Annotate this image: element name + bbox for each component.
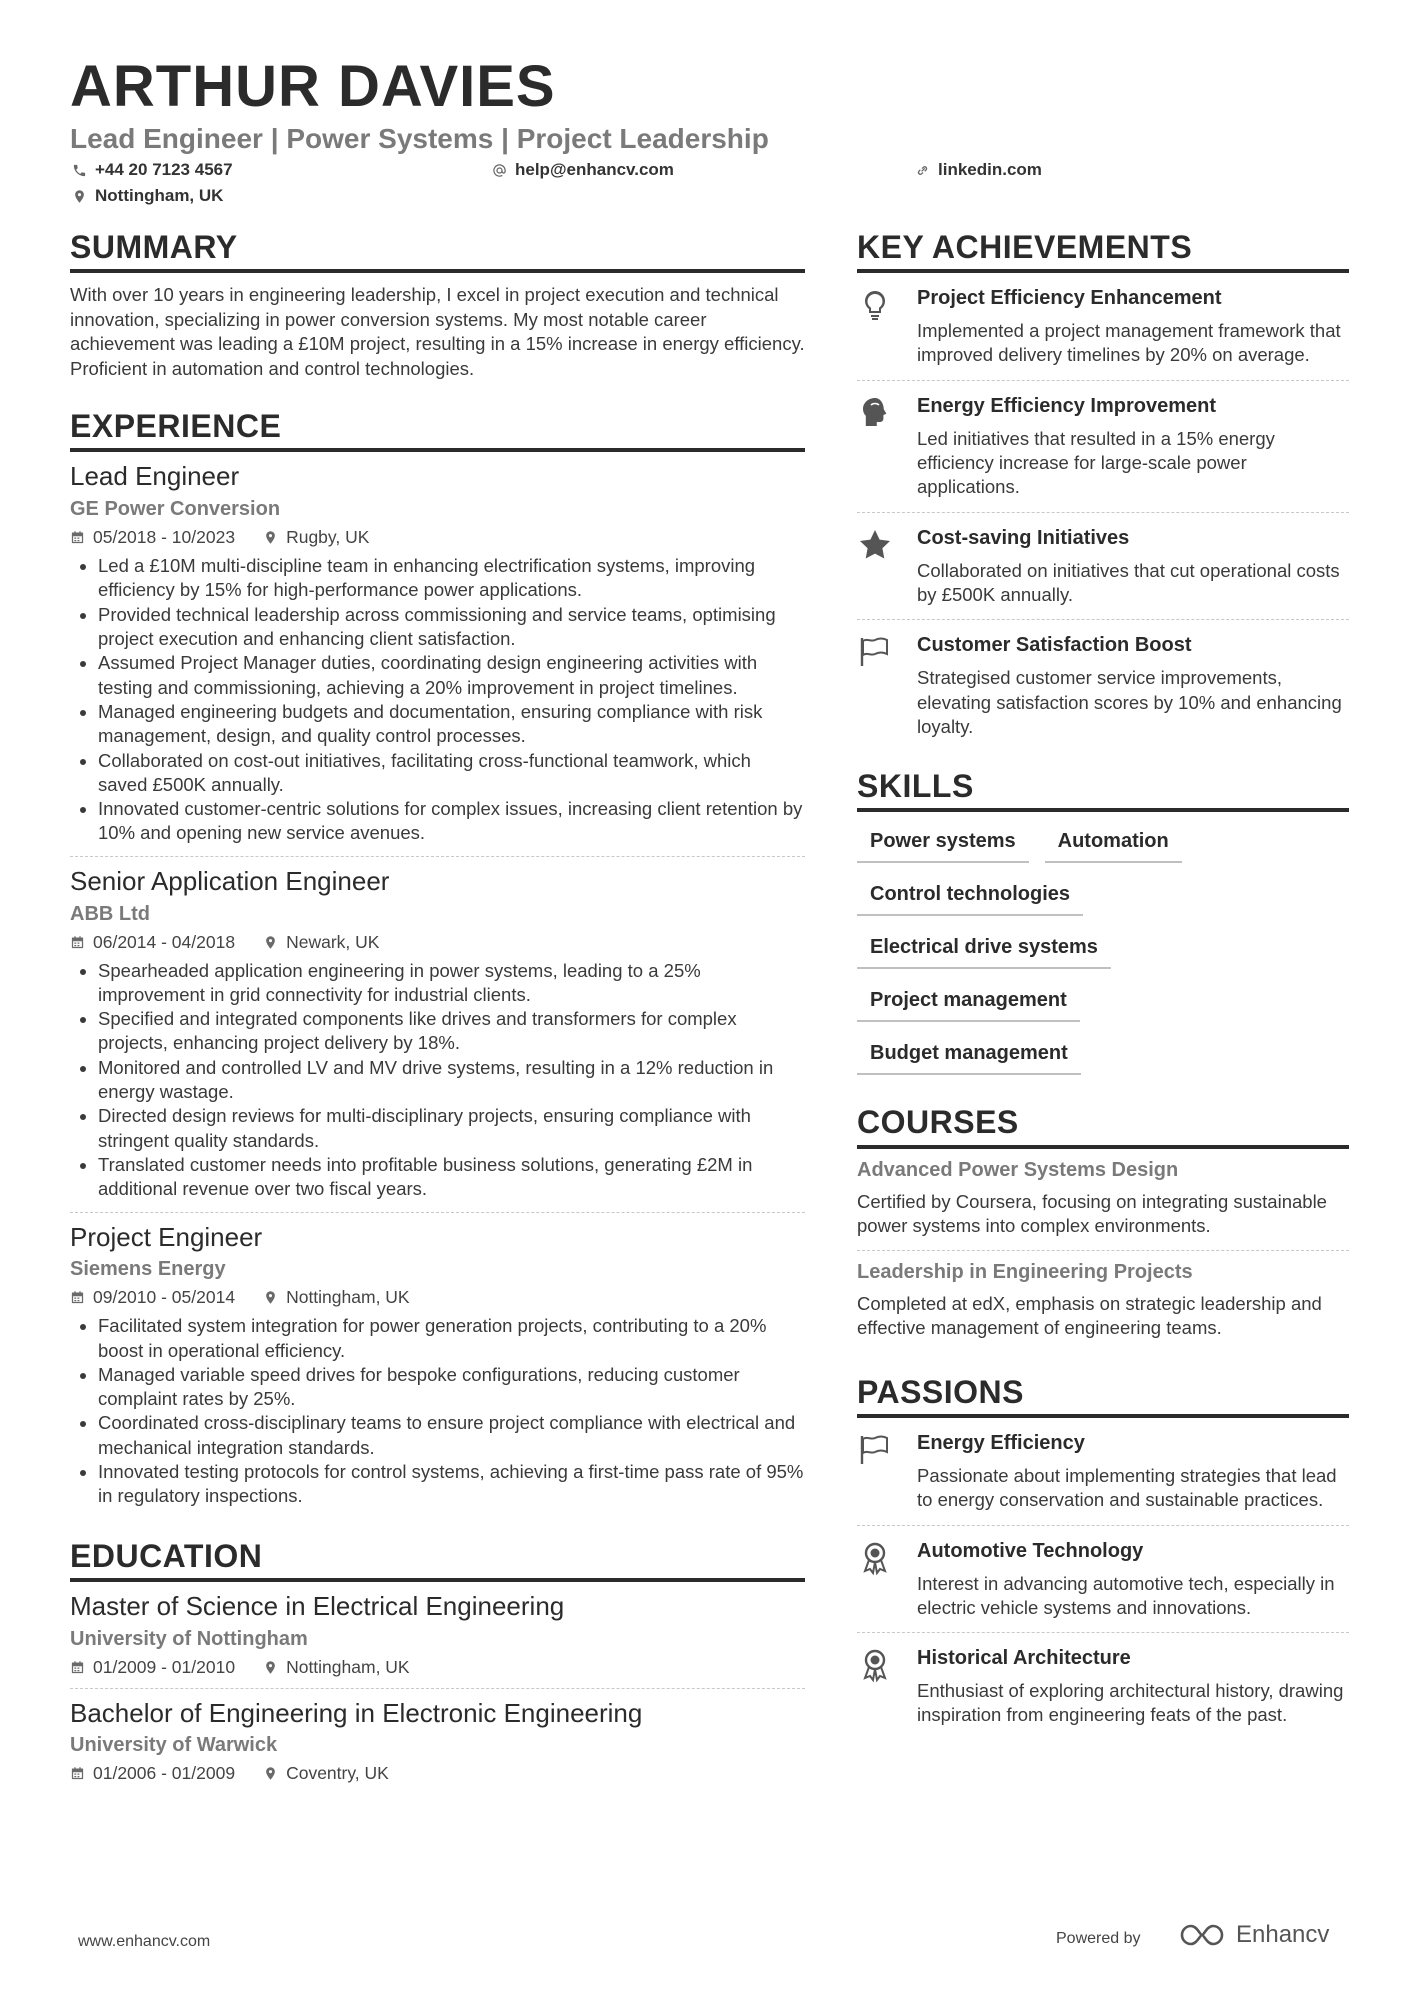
passion-title: Energy Efficiency <box>917 1431 1085 1454</box>
degree-title: Bachelor of Engineering in Electronic Engineering <box>70 1697 643 1728</box>
achievement-desc: Collaborated on initiatives that cut operational costs by £500K annually. <box>917 559 1340 605</box>
contact-location <box>72 186 223 206</box>
job-meta <box>70 1287 805 1308</box>
school-name: University of Warwick <box>70 1734 278 1757</box>
skill-tag: Project management <box>857 977 1080 1022</box>
skill-tag: Control technologies <box>857 871 1083 916</box>
job-location: Nottingham, UK <box>263 1287 410 1308</box>
contact-phone <box>72 160 233 180</box>
star-icon <box>857 525 917 608</box>
education-heading: EDUCATION <box>70 1539 805 1582</box>
bullet-item: Assumed Project Manager duties, coordinating design engineering activities with testing and commissioning, achieving a 20% improvement in project timelines. <box>70 651 805 700</box>
skill-tag: Electrical drive systems <box>857 924 1111 969</box>
footer-url[interactable]: www.enhancv.com <box>78 1933 211 1950</box>
brand-logo[interactable] <box>1178 1921 1329 1949</box>
linkedin-text: linkedin.com <box>938 160 1042 179</box>
bullet-item: Collaborated on cost-out initiatives, facilitating cross-functional teamwork, which saved £500K annually. <box>70 749 805 798</box>
bullet-item: Monitored and controlled LV and MV drive systems, resulting in a 12% reduction in energy wastage. <box>70 1056 805 1105</box>
courses-heading: COURSES <box>857 1105 1349 1148</box>
bullet-item: Spearheaded application engineering in power systems, leading to a 25% improvement in grid connectivity for industrial clients. <box>70 959 805 1008</box>
award-medal-icon <box>857 1645 917 1728</box>
flag-icon <box>857 1430 917 1513</box>
location-pin-icon <box>263 1766 278 1781</box>
bullet-item: Innovated testing protocols for control systems, achieving a first-time pass rate of 95% in regulatory inspections. <box>70 1460 805 1509</box>
location-pin-icon <box>263 530 278 545</box>
passion-item <box>857 1526 1349 1634</box>
achievements-section <box>857 230 1349 751</box>
lightbulb-icon <box>857 285 917 368</box>
courses-section <box>857 1105 1349 1352</box>
contact-email[interactable] <box>492 160 674 180</box>
bullet-item: Provided technical leadership across commissioning and service teams, optimising project execution and enhancing client satisfaction. <box>70 603 805 652</box>
skill-tag: Power systems <box>857 818 1029 863</box>
achievement-item <box>857 381 1349 513</box>
achievement-title: Customer Satisfaction Boost <box>917 634 1192 657</box>
skills-heading: SKILLS <box>857 769 1349 812</box>
bullet-item: Managed engineering budgets and documentation, ensuring compliance with risk management, design, and quality control processes. <box>70 700 805 749</box>
education-dates: 01/2009 - 01/2010 <box>70 1657 235 1678</box>
education-entry <box>70 1689 805 1795</box>
bullet-item: Managed variable speed drives for bespoke configurations, reducing customer complaint rates by 25%. <box>70 1363 805 1412</box>
school-name: University of Nottingham <box>70 1627 308 1650</box>
job-entry <box>70 857 805 1213</box>
link-icon <box>915 163 930 178</box>
location-pin-icon <box>72 189 87 204</box>
passions-section <box>857 1375 1349 1740</box>
job-location: Rugby, UK <box>263 527 369 548</box>
right-column <box>857 230 1349 1740</box>
phone-icon <box>72 163 87 178</box>
degree-title: Master of Science in Electrical Engineering <box>70 1590 565 1621</box>
achievement-title: Energy Efficiency Improvement <box>917 394 1216 417</box>
education-location: Nottingham, UK <box>263 1657 410 1678</box>
candidate-name: ARTHUR DAVIES <box>70 54 556 119</box>
achievement-title: Cost-saving Initiatives <box>917 526 1130 549</box>
course-title: Leadership in Engineering Projects <box>857 1261 1193 1284</box>
job-location: Newark, UK <box>263 932 379 953</box>
education-meta <box>70 1763 805 1784</box>
passion-item <box>857 1633 1349 1740</box>
experience-heading: EXPERIENCE <box>70 409 805 452</box>
course-desc: Certified by Coursera, focusing on integrating sustainable power systems into complex environments. <box>857 1190 1327 1236</box>
job-dates: 06/2014 - 04/2018 <box>70 932 235 953</box>
powered-by-label: Powered by <box>1056 1930 1141 1947</box>
course-title: Advanced Power Systems Design <box>857 1158 1179 1181</box>
skill-tag: Budget management <box>857 1030 1081 1075</box>
course-desc: Completed at edX, emphasis on strategic leadership and effective management of engineering teams. <box>857 1293 1322 1339</box>
calendar-icon <box>70 530 85 545</box>
job-dates: 05/2018 - 10/2023 <box>70 527 235 548</box>
achievement-item <box>857 513 1349 621</box>
head-brain-icon <box>857 393 917 500</box>
phone-text: +44 20 7123 4567 <box>95 160 233 179</box>
course-item <box>857 1149 1349 1252</box>
achievement-desc: Implemented a project management framework that improved delivery timelines by 20% on average. <box>917 320 1341 366</box>
bullet-item: Coordinated cross-disciplinary teams to ensure project compliance with electrical and mechanical integration standards. <box>70 1411 805 1460</box>
passion-title: Automotive Technology <box>917 1539 1144 1562</box>
calendar-icon <box>70 1290 85 1305</box>
education-section <box>70 1539 805 1795</box>
left-column <box>70 230 805 1794</box>
passion-desc: Enthusiast of exploring architectural history, drawing inspiration from engineering feats of the past. <box>917 1680 1344 1726</box>
job-entry <box>70 1213 805 1519</box>
award-medal-icon <box>857 1538 917 1621</box>
passion-item <box>857 1418 1349 1526</box>
flag-icon <box>857 632 917 739</box>
job-title: Senior Application Engineer <box>70 865 390 896</box>
job-bullets <box>70 1314 805 1508</box>
education-location: Coventry, UK <box>263 1763 389 1784</box>
contact-linkedin[interactable] <box>915 160 1042 180</box>
bullet-item: Directed design reviews for multi-disciplinary projects, ensuring compliance with stringent quality standards. <box>70 1104 805 1153</box>
bullet-item: Led a £10M multi-discipline team in enhancing electrification systems, improving efficiency by 15% for high-performance power applications. <box>70 554 805 603</box>
job-title: Project Engineer <box>70 1221 263 1252</box>
achievement-item <box>857 620 1349 751</box>
calendar-icon <box>70 1766 85 1781</box>
achievement-desc: Strategised customer service improvements, elevating satisfaction scores by 10% and enhancing loyalty. <box>917 667 1342 737</box>
education-meta <box>70 1657 805 1678</box>
location-text: Nottingham, UK <box>95 186 224 205</box>
brand-name: Enhancv <box>1236 1921 1330 1948</box>
company-name: GE Power Conversion <box>70 498 281 521</box>
achievements-heading: KEY ACHIEVEMENTS <box>857 230 1349 273</box>
education-entry <box>70 1582 805 1689</box>
achievement-title: Project Efficiency Enhancement <box>917 287 1222 310</box>
calendar-icon <box>70 1660 85 1675</box>
headline: Lead Engineer | Power Systems | Project Leadership <box>70 123 769 154</box>
email-text: help@enhancv.com <box>515 160 674 179</box>
location-pin-icon <box>263 935 278 950</box>
at-icon <box>492 163 507 178</box>
experience-section <box>70 409 805 1518</box>
summary-section <box>70 230 805 381</box>
job-dates: 09/2010 - 05/2014 <box>70 1287 235 1308</box>
achievement-desc: Led initiatives that resulted in a 15% energy efficiency increase for large-scale power applications. <box>917 427 1275 498</box>
bullet-item: Innovated customer-centric solutions for complex issues, increasing client retention by 10% and opening new service avenues. <box>70 797 805 846</box>
summary-text: With over 10 years in engineering leadership, I excel in project execution and technical innovation, specializing in power conversion systems. My most notable career achievement was leading a £10M project, resulting in a 15% increase in energy efficiency. Proficient in automation and control technologies. <box>70 284 805 379</box>
skills-section <box>857 769 1349 1083</box>
education-dates: 01/2006 - 01/2009 <box>70 1763 235 1784</box>
job-entry <box>70 452 805 856</box>
bullet-item: Facilitated system integration for power generation projects, contributing to a 20% boost in operational efficiency. <box>70 1314 805 1363</box>
passion-desc: Interest in advancing automotive tech, especially in electric vehicle systems and innovations. <box>917 1572 1335 1618</box>
passion-title: Historical Architecture <box>917 1647 1131 1670</box>
skill-tag: Automation <box>1045 818 1182 863</box>
location-pin-icon <box>263 1660 278 1675</box>
summary-heading: SUMMARY <box>70 230 805 273</box>
enhancv-logo-icon <box>1178 1921 1226 1949</box>
job-meta <box>70 932 805 953</box>
bullet-item: Translated customer needs into profitable business solutions, generating £2M in additional revenue over two fiscal years. <box>70 1153 805 1202</box>
company-name: Siemens Energy <box>70 1258 226 1281</box>
job-bullets <box>70 554 805 846</box>
location-pin-icon <box>263 1290 278 1305</box>
calendar-icon <box>70 935 85 950</box>
skills-list <box>857 818 1349 1083</box>
course-item <box>857 1251 1349 1353</box>
company-name: ABB Ltd <box>70 902 150 925</box>
passion-desc: Passionate about implementing strategies that lead to energy conservation and sustainable practices. <box>917 1464 1337 1511</box>
bullet-item: Specified and integrated components like drives and transformers for complex projects, enhancing project delivery by 18%. <box>70 1007 805 1056</box>
job-meta <box>70 527 805 548</box>
passions-heading: PASSIONS <box>857 1375 1349 1418</box>
job-bullets <box>70 959 805 1202</box>
job-title: Lead Engineer <box>70 461 240 492</box>
achievement-item <box>857 273 1349 381</box>
